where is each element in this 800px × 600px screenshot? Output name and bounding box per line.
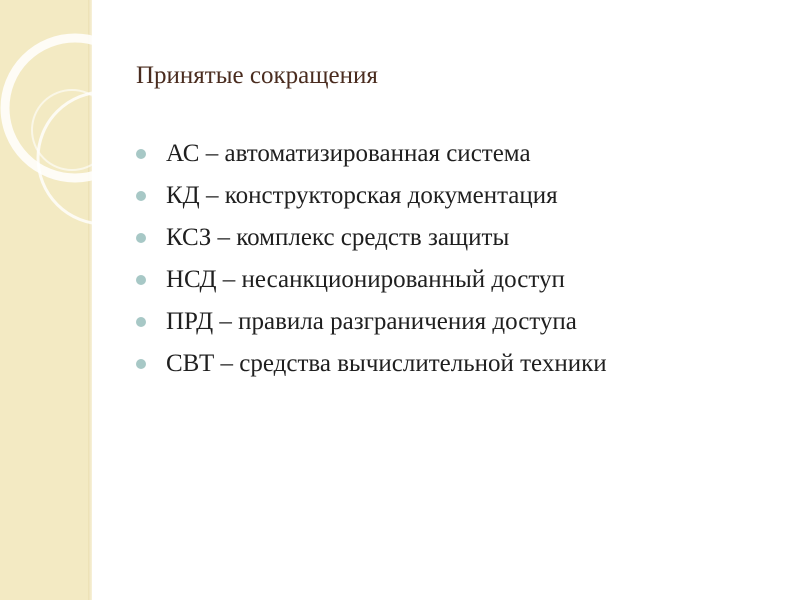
list-item-text: КД – конструкторская документация xyxy=(166,182,558,209)
list-item-text: НСД – несанкционированный доступ xyxy=(166,266,565,293)
list-item-text: АС – автоматизированная система xyxy=(166,140,531,167)
list-item xyxy=(136,217,607,259)
bullet-icon xyxy=(136,149,146,159)
bullet-icon xyxy=(136,359,146,369)
list-item-text: СВТ – средства вычислительной техники xyxy=(166,350,607,377)
list-item xyxy=(136,133,607,175)
bullet-icon xyxy=(136,191,146,201)
bullet-icon xyxy=(136,275,146,285)
abbreviation-list xyxy=(136,133,607,385)
list-item xyxy=(136,259,607,301)
list-item xyxy=(136,301,607,343)
list-item-text: КСЗ – комплекс средств защиты xyxy=(166,224,510,251)
list-item xyxy=(136,175,607,217)
bullet-icon xyxy=(136,233,146,243)
bullet-icon xyxy=(136,317,146,327)
slide-title: Принятые сокращения xyxy=(136,62,378,89)
list-item-text: ПРД – правила разграничения доступа xyxy=(166,308,577,335)
list-item xyxy=(136,343,607,385)
